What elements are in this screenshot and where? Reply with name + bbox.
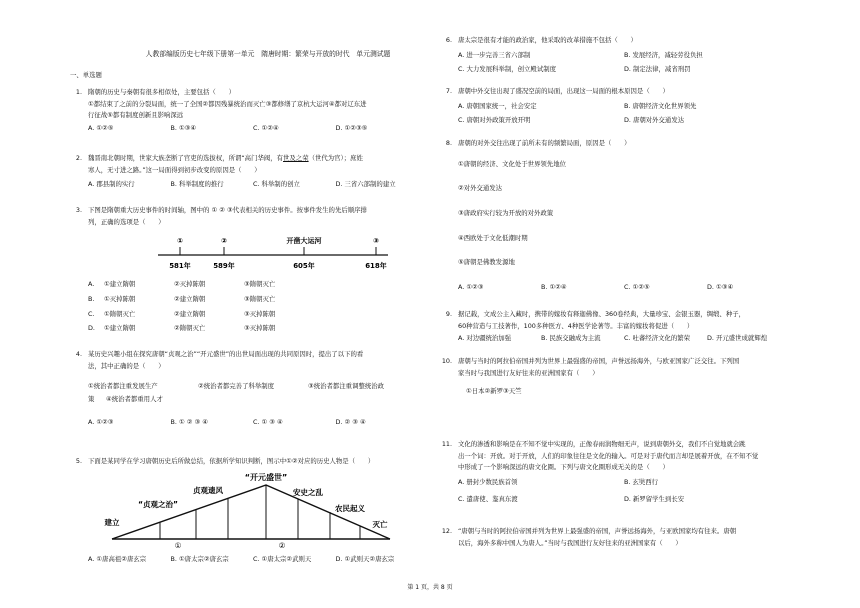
diagram-label: 建立 [104,517,120,527]
diagram-label: “贞观之治” [138,499,178,509]
timeline-mark: ③ [373,237,379,246]
option-a[interactable]: A. ①②⑤ [88,123,114,132]
option-part: ③隋朝灭亡 [244,280,276,289]
question-stem: 据记载，文成公主入藏时，携带的嫁妆有释迦佛像、360卷经典，大量珍宝、金银玉器，绸缎、种子， [458,310,745,318]
option-a[interactable]: A. 郡县制的实行 [88,180,135,189]
question-stem: 某历史兴趣小组在探究唐朝“贞观之治”“开元盛世”的出世局面出现的共同原因时，提出了以下的看 [88,350,364,358]
option-d[interactable]: D. 制定法律，减省刑罚 [624,65,691,74]
question-stem-line: 出一个词：开放。对于开放，人们的印象往往是文化的输入。可是对于唐代而言却是展着开放，在不知不觉 [458,451,759,460]
option-d[interactable]: D. ①武则天②唐玄宗 [335,554,395,563]
question-stem: 唐太宗是很有才能的政治家，他采取的改革措施不包括（ ） [458,36,637,44]
question-stem-line: 行征战⑤都有制度创新且影响深远 [88,111,184,120]
question-stem-line: 列，正确的选项是（ ） [88,217,165,226]
question-1 [68,88,418,133]
question-stem: 唐朝中外交往出现了盛况空前的局面，出现这一局面的根本原因是（ ） [458,87,669,95]
option-part: ①建立隋朝 [104,280,136,289]
question-stem-line: 60种营造与工技著作，100多种医方、4种医学论著等。丰富的嫁妆将促进（ ） [458,321,694,330]
diagram-marker: ② [278,540,286,549]
question-stem: 下图是隋朝重大历史事件的时间轴，图中的 ① ② ③代表相关的历史事件。按事件发生的先后顺序排 [88,206,367,214]
option-part: ②灭掉陈朝 [174,280,206,289]
statement-item: ③唐政府实行较为开放的对外政策 [458,208,554,217]
statement-item: ①统治者都注重发展生产 [88,382,158,391]
option-b[interactable]: B. 发展经济，减轻劳役负担 [624,50,703,59]
tang-dynasty-diagram [98,469,398,549]
option-c[interactable]: C. 遣唐使、鉴真东渡 [458,494,518,503]
statement-item: 策 [88,394,95,403]
question-number: 12. [441,527,452,535]
statement-item: ④西欧处于文化低潮时期 [458,233,528,242]
option-letter[interactable]: B. [88,294,95,303]
question-stem-line: 中形成了一个影响深远的唐文化圈。下列与唐文化圈形成无关的是（ ） [458,463,669,472]
question-number: 7. [445,87,452,95]
question-stem: 唐朝的对外交往出现了前所未有的频繁局面，原因是（ ） [458,139,631,147]
statement-item: ①唐朝的经济、文化处于世界领先地位 [458,159,566,168]
option-a[interactable]: A. 册封少数民族首领 [458,477,518,486]
question-3 [68,206,418,333]
option-c[interactable]: C. 科举制的创立 [253,180,300,189]
option-c[interactable]: C. ①②④ [253,123,279,132]
question-stem: 唐朝与当时的阿拉伯帝国并列为世界上最强盛的帝国，声誉远扬海外，与欧亚国家广泛交往。下列国 [458,357,740,365]
option-part: ③灭掉陈朝 [244,324,276,333]
statement-item: ③统治者都注重调整统治政 [308,382,385,391]
option-a[interactable]: A. ①②③ [458,282,484,291]
question-number: 9. [445,310,452,318]
timeline-mark: ② [221,237,227,246]
option-part: ②建立隋朝 [174,294,206,303]
option-b[interactable]: B. 唐朝经济文化世界领先 [624,101,697,110]
option-b[interactable]: B. ①唐太宗②唐玄宗 [170,554,229,563]
option-d[interactable]: D. 开元盛世成就辉煌 [707,334,768,343]
timeline-diagram [108,232,388,274]
question-stem: 文化的渗透和影响是在不知不觉中实现的，正像春雨润物细无声，说到唐朝外交，我们不自觉地就会跳 [458,440,746,448]
stem-part: （世代为官）；庶姓 [308,154,363,162]
timeline-year: 581年 [169,262,191,271]
option-c[interactable]: C. ①②⑤ [624,282,650,291]
question-number: 1. [75,88,82,96]
diagram-top-label: “开元盛世” [244,472,288,482]
question-4 [68,350,418,426]
question-stem [88,154,418,163]
option-b[interactable]: B. ①③④ [170,123,197,132]
question-5 [68,457,418,563]
diagram-label: 安史之乱 [293,487,323,497]
question-stem: 下面是某同学在学习唐朝历史后所做总结，依据所学知识判断，图示中①②对应的历史人物是（ ） [88,457,375,465]
question-8 [438,139,790,291]
option-b[interactable]: B. 民族交融成为主流 [541,334,601,343]
option-letter[interactable]: D. [88,324,95,333]
option-letter[interactable]: C. [88,309,95,318]
option-part: ①灭掉陈朝 [104,294,136,303]
timeline-mark: 开凿大运河 [286,237,322,246]
stem-part: 魏晋南北朝时期，世家大族垄断了官吏的选拔权，所谓“高门华阀，有 [88,154,284,162]
option-part: ③隋朝灭亡 [244,294,276,303]
question-stem-line: 家当时与我国进行友好往来的亚洲国家有（ ） [458,368,599,377]
question-stem-line: 以后，海外多称中国人为唐人。”当时与我国进行友好往来的亚洲国家有（ ） [458,538,682,547]
option-c[interactable]: C. ①唐太宗②武则天 [253,554,312,563]
question-number: 6. [445,36,452,44]
option-a[interactable]: A. 进一步完善三省六部制 [458,50,531,59]
question-11 [438,440,790,503]
timeline-year: 605年 [293,262,315,271]
timeline-year: 589年 [213,262,235,271]
question-number: 10. [441,357,452,365]
option-a[interactable]: A. 对边疆统治加强 [458,334,512,343]
option-d[interactable]: D. ①②③⑤ [335,123,368,132]
diagram-marker: ① [174,540,182,549]
question-2 [68,154,418,189]
option-part: ②隋朝灭亡 [174,324,206,333]
option-b[interactable]: B. 玄奘西行 [624,477,659,486]
statement-item: ④统治者都重用人才 [106,394,163,403]
option-d[interactable]: D. ①③④ [707,282,734,291]
diagram-label: 农民起义 [335,503,365,513]
option-part: ③灭掉陈朝 [244,309,276,318]
question-number: 5. [75,457,82,465]
diagram-label: 灭亡 [372,519,388,529]
option-c[interactable]: C. ① ③ ④ [253,417,283,426]
page-footer: 第 1 页，共 8 页 [407,584,453,591]
question-6 [438,36,790,74]
option-c[interactable]: C. 唐朝对外政策开放开明 [458,116,531,125]
option-b[interactable]: B. ① ② ③ ④ [170,417,208,426]
question-number: 11. [441,440,452,448]
statement-item: ⑤唐朝是佛教发源地 [458,258,515,267]
question-stem: “唐朝与当时的阿拉伯帝国并列为世界上最强盛的帝国，声誉远扬海外，与亚欧国家均有往来。唐朝 [458,527,737,535]
timeline-mark: ① [177,237,183,246]
section-heading: 一、单选题 [70,71,102,79]
option-d[interactable]: D. 新罗留学生到长安 [624,494,685,503]
option-part: ①隋朝灭亡 [104,309,136,318]
question-12 [438,527,790,550]
statement-item: ②统治者都完善了科举制度 [198,382,275,391]
option-part: ②建立隋朝 [174,309,206,318]
option-c[interactable]: C. 大力发展科举制，创立殿试制度 [458,65,556,74]
question-number: 4. [75,350,82,358]
question-stem-line: 寒人，无寸进之路。”这一局面得到初步改变的原因是（ ） [88,165,261,174]
question-9 [438,310,790,343]
document-title: 人教部编版历史七年级下册第一单元 隋唐时期：繁荣与开放的时代 单元测试题 [145,50,391,58]
question-10 [438,357,790,406]
option-a[interactable]: A. ①唐高祖②唐玄宗 [88,554,147,563]
option-d[interactable]: D. ② ③ ④ [335,417,366,426]
option-d[interactable]: D. 三省六部制的建立 [335,180,396,189]
statement-item: ②对外交通发达 [458,184,503,193]
option-c[interactable]: C. 吐蕃经济文化的繁荣 [624,334,691,343]
question-stem-line: ①都结束了之前的分裂局面，统一了全国②都因残暴统治而灭亡③都修缮了京杭大运河④都对辽东进 [88,99,367,108]
option-d[interactable]: D. 唐朝对外交通发达 [624,116,685,125]
question-number: 3. [75,206,82,214]
statement-item: ①日本②新罗③天竺 [466,387,522,396]
option-b[interactable]: B. 科举制度的推行 [170,180,224,189]
question-stem: 隋朝的历史与秦朝有很多相似处，主要包括（ ） [88,88,235,96]
diagram-label: 贞观遗风 [193,485,223,495]
option-part: ①建立隋朝 [104,324,136,333]
question-number: 2. [75,154,82,162]
underlined-term: 世及之荣 [283,154,309,162]
question-7 [438,87,790,125]
option-b[interactable]: B. ①②④ [541,282,567,291]
option-a[interactable]: A. ①②③ [88,417,114,426]
question-number: 8. [445,139,452,147]
option-a[interactable]: A. 唐朝国家统一，社会安定 [458,101,537,110]
timeline-year: 618年 [365,262,387,271]
option-letter[interactable]: A. [88,280,95,289]
question-stem-line: 法，其中正确的是（ ） [88,361,165,370]
